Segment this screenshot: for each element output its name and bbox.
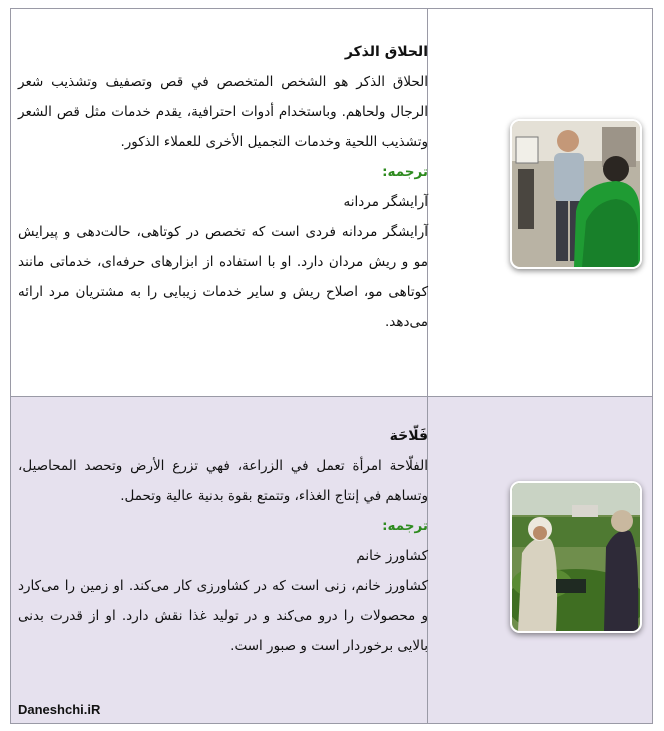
barber-photo [510,119,642,269]
table-row-barber [10,8,653,397]
persian-definition: آرایشگر مردانه فردی است که تخصص در کوتاهی، حالت‌دهی و پیرایش مو و ریش مردان دارد. او با استفاده از ابزارهای حرفه‌ای، خدماتی مانند کوتاهی مو، اصلاح ریش و سایر خدمات زیبایی را به مشتریان مرد ارائه می‌دهد. [18,224,428,330]
persian-word-title: کشاورز خانم [356,548,428,564]
text-cell [18,37,428,337]
translation-label: ترجمه: [382,518,428,534]
translation-label: ترجمه: [382,164,428,180]
arabic-word-title: الحلاق الذكر [344,44,428,60]
table-border [10,9,11,397]
table-border [652,9,653,397]
table-border [652,397,653,723]
farmer-women-photo [510,481,642,633]
watermark-text: Daneshchi.iR [18,702,101,717]
text-cell [18,421,428,661]
arabic-definition: الحلاق الذكر هو الشخص المتخصص في قص وتصفيف وتشذيب شعر الرجال ولحاهم. وباستخدام أدوات احترافية، يقدم خدمات مثل قص الشعر وتشذيب اللحية وخدمات التجميل الأخرى للعملاء الذكور. [18,74,428,150]
table-border [10,397,11,723]
persian-definition: کشاورز خانم، زنی است که در کشاورزی کار می‌کند. او زمین را می‌کارد و محصولات را درو می‌کند و در تولید غذا نقش دارد. او از قدرت بدنی بالایی برخوردار است و صبور است. [18,578,428,654]
persian-word-title: آرایشگر مردانه [343,194,428,210]
arabic-definition: الفلّاحة امرأة تعمل في الزراعة، فهي تزرع الأرض وتحصد المحاصيل، وتساهم في إنتاج الغذاء، وتتمتع بقوة بدنية عالية وتحمل. [18,458,428,504]
table-row-farmer [10,396,653,724]
arabic-word-title: فَلّاحَة [389,428,428,444]
